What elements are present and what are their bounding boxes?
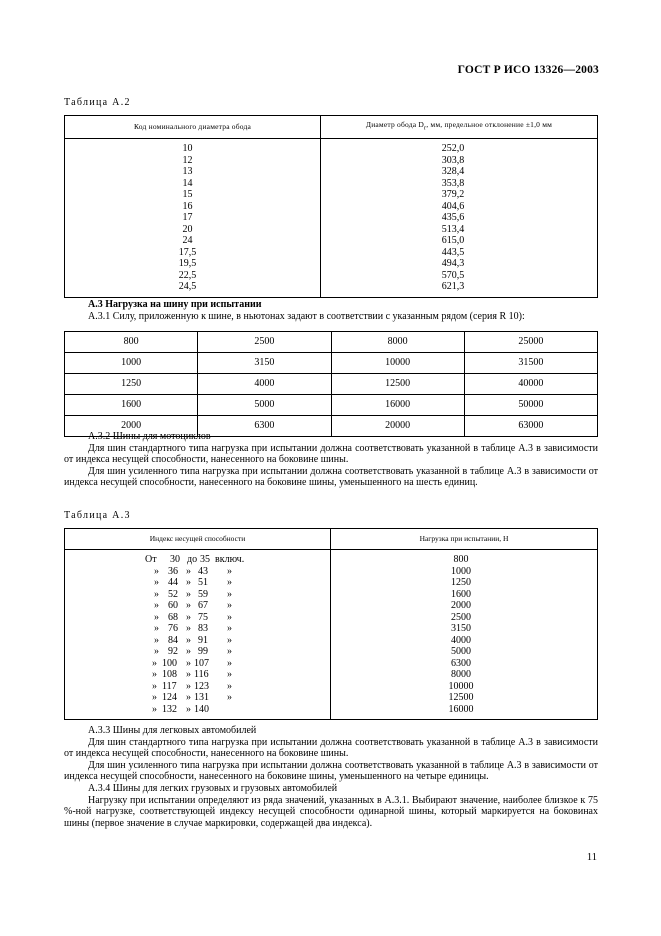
page-number: 11 — [586, 852, 597, 863]
load-index-part: » — [227, 692, 232, 703]
table-a3-col1-header: Индекс несущей способности — [65, 529, 331, 550]
series-cell: 6300 — [198, 416, 331, 437]
load-index-part: » — [154, 565, 159, 577]
rim-code-cell: 12 — [182, 154, 193, 166]
load-index-part: » — [186, 657, 191, 669]
load-index-row — [65, 554, 330, 566]
load-index-part: 76 — [168, 623, 178, 634]
rim-code-cell: 16 — [182, 200, 193, 212]
rim-diameter-column — [321, 139, 598, 298]
test-load-cell: 8000 — [451, 669, 471, 680]
test-load-cell: 12500 — [448, 692, 474, 703]
rim-code-cell: 10 — [182, 143, 193, 154]
load-index-row — [65, 612, 330, 624]
test-load-cell: 3150 — [451, 623, 471, 634]
load-index-row — [65, 658, 330, 670]
load-index-part: 132 — [162, 703, 177, 715]
load-index-row — [65, 577, 330, 589]
series-cell: 2000 — [65, 416, 198, 437]
test-load-column — [331, 550, 598, 720]
series-cell: 31500 — [464, 353, 597, 374]
rim-code-cell: 24,5 — [178, 281, 197, 292]
load-index-part: 117 — [162, 680, 177, 692]
test-load-cell: 1250 — [451, 577, 471, 588]
load-index-part: » — [186, 646, 191, 657]
load-index-part: » — [186, 669, 191, 680]
series-cell: 3150 — [198, 353, 331, 374]
load-index-part: 51 — [198, 577, 208, 588]
series-row — [65, 332, 598, 353]
series-cell: 16000 — [331, 395, 464, 416]
table-a3-caption: Таблица А.3 — [64, 510, 131, 521]
series-row — [65, 374, 598, 395]
test-load-cell: 1000 — [451, 565, 471, 577]
load-index-part: » — [186, 634, 191, 646]
load-index-part: » — [154, 611, 159, 623]
load-index-part: » — [186, 588, 191, 600]
load-index-part: 108 — [162, 669, 177, 680]
table-a2 — [64, 115, 598, 298]
load-index-part: 123 — [194, 680, 209, 692]
load-index-part: » — [227, 634, 232, 646]
load-index-part: 116 — [194, 669, 209, 680]
test-load-cell: 10000 — [448, 680, 474, 692]
series-cell: 1250 — [65, 374, 198, 395]
load-index-row — [65, 704, 330, 716]
load-index-part: 100 — [162, 657, 177, 669]
section-a33-p2: Для шин усиленного типа нагрузка при испытании должна соответствовать указанной в таблице А.3 в зависимости от индекса несущей способности, нанесенного на боковине шины, уменьшенного на четыре единицы. — [64, 759, 598, 783]
load-index-part: 107 — [194, 657, 209, 669]
rim-diameter-cell: 353,8 — [441, 177, 465, 189]
section-a34-title: А.3.4 Шины для легких грузовых и грузовых автомобилей — [88, 782, 338, 794]
rim-diameter-cell: 379,2 — [441, 189, 465, 200]
rim-diameter-cell: 443,5 — [441, 246, 465, 258]
load-index-part: » — [227, 669, 232, 680]
load-index-part: 43 — [198, 565, 208, 577]
load-index-part: » — [154, 646, 159, 657]
rim-code-cell: 24 — [182, 235, 193, 246]
test-load-cell: 4000 — [451, 634, 471, 646]
rim-code-cell: 14 — [182, 177, 193, 189]
load-index-part: » — [186, 692, 191, 703]
section-a31-text: А.3.1 Силу, приложенную к шине, в ньютонах задают в соответствии с указанным рядом (серия R 10): — [88, 310, 525, 322]
section-a33-title: А.3.3 Шины для легковых автомобилей — [88, 725, 257, 736]
document-code: ГОСТ Р ИСО 13326—2003 — [457, 64, 599, 76]
series-cell: 10000 — [331, 353, 464, 374]
load-index-part: » — [227, 657, 232, 669]
load-index-part: » — [227, 600, 232, 611]
load-index-part: » — [154, 600, 159, 611]
test-load-cell: 1600 — [451, 588, 471, 600]
series-cell: 1000 — [65, 353, 198, 374]
load-index-row — [65, 635, 330, 647]
load-index-part: » — [152, 692, 157, 703]
rim-diameter-cell: 328,4 — [441, 166, 465, 177]
load-index-part: 75 — [198, 611, 208, 623]
series-row — [65, 353, 598, 374]
rim-diameter-cell: 615,0 — [441, 235, 465, 246]
series-cell: 25000 — [464, 332, 597, 353]
rim-code-cell: 17 — [182, 212, 193, 223]
series-cell: 50000 — [464, 395, 597, 416]
series-cell: 12500 — [331, 374, 464, 395]
load-index-part: » — [227, 623, 232, 634]
load-index-part: » — [152, 680, 157, 692]
rim-code-cell: 17,5 — [178, 246, 197, 258]
series-cell: 40000 — [464, 374, 597, 395]
load-index-row — [65, 623, 330, 635]
rim-diameter-cell: 494,3 — [441, 258, 465, 269]
load-index-part: » — [152, 657, 157, 669]
test-load-cell: 16000 — [448, 703, 474, 715]
rim-diameter-cell: 621,3 — [441, 281, 465, 292]
rim-code-cell: 22,5 — [178, 269, 197, 281]
load-index-part: » — [152, 669, 157, 680]
series-cell: 20000 — [331, 416, 464, 437]
load-index-part: 36 — [168, 565, 178, 577]
test-load-cell: 5000 — [451, 646, 471, 657]
load-index-part: 99 — [198, 646, 208, 657]
series-cell: 63000 — [464, 416, 597, 437]
load-index-row — [65, 566, 330, 578]
load-index-part: » — [186, 600, 191, 611]
load-index-part: » — [227, 588, 232, 600]
load-index-part: » — [154, 588, 159, 600]
load-index-part: 30 — [170, 554, 180, 565]
load-index-part: » — [227, 611, 232, 623]
test-load-cell: 800 — [453, 554, 469, 565]
load-index-part: 131 — [194, 692, 209, 703]
load-index-row — [65, 669, 330, 681]
test-load-cell: 6300 — [451, 657, 471, 669]
rim-code-cell: 20 — [182, 223, 193, 235]
rim-code-cell: 13 — [182, 166, 193, 177]
load-index-part: » — [154, 623, 159, 634]
series-cell: 4000 — [198, 374, 331, 395]
load-index-part: 60 — [168, 600, 178, 611]
load-index-part: 84 — [168, 634, 178, 646]
rim-code-cell: 15 — [182, 189, 193, 200]
load-index-part: » — [186, 703, 191, 715]
load-index-part: » — [186, 565, 191, 577]
load-index-part: 68 — [168, 611, 178, 623]
load-index-row — [65, 589, 330, 601]
load-index-part: » — [227, 680, 232, 692]
load-index-part: 92 — [168, 646, 178, 657]
section-a33-p1: Для шин стандартного типа нагрузка при испытании должна соответствовать указанной в таблице А.3 в зависимости от индекса несущей способности, нанесенного на боковине шины. — [64, 736, 598, 760]
section-a32-p1: Для шин стандартного типа нагрузка при испытании должна соответствовать указанной в таблице А.3 в зависимости от индекса несущей способности, нанесенного на боковине шины. — [64, 442, 598, 466]
table-a2-caption: Таблица А.2 — [64, 97, 131, 108]
load-index-part: » — [152, 703, 157, 715]
rim-diameter-cell: 435,6 — [441, 212, 465, 223]
table-a3-col2-header: Нагрузка при испытании, Н — [331, 529, 598, 550]
section-a34-p1: Нагрузку при испытании определяют из ряда значений, указанных в А.3.1. Выбирают значение, наиболее близкое к 75 %-ной нагрузке, соответствующей индексу несущей способности одинарной шины, который маркируется на боковинах шины (первое значение в случае маркировки, содержащей два индекса). — [64, 794, 598, 829]
load-index-row — [65, 646, 330, 658]
load-index-part: » — [154, 577, 159, 588]
table-a3 — [64, 528, 598, 720]
load-index-part: 140 — [194, 703, 209, 715]
rim-diameter-cell: 404,6 — [441, 200, 465, 212]
load-index-part: 44 — [168, 577, 178, 588]
series-cell: 1600 — [65, 395, 198, 416]
table-a2-col2-header: Диаметр обода $D_r$, мм, предельное отклонение ±1,0 мм — [321, 116, 598, 139]
load-index-part: 124 — [162, 692, 177, 703]
load-index-part: 35 — [200, 554, 210, 565]
load-index-part: 91 — [198, 634, 208, 646]
table-a2-col1-header: Код номинального диаметра обода — [65, 116, 321, 139]
test-load-cell: 2000 — [451, 600, 471, 611]
rim-code-cell: 19,5 — [178, 258, 197, 269]
section-a3-title: А.3 Нагрузка на шину при испытании — [88, 299, 262, 310]
section-a3 — [64, 299, 598, 322]
rim-code-column — [65, 139, 321, 298]
section-a32-title: А.3.2 Шины для мотоциклов — [88, 431, 211, 442]
rim-diameter-cell: 570,5 — [441, 269, 465, 281]
series-cell: 8000 — [331, 332, 464, 353]
load-index-part: » — [227, 646, 232, 657]
load-index-part: » — [186, 680, 191, 692]
load-index-part: 83 — [198, 623, 208, 634]
load-index-part: до — [187, 554, 198, 565]
load-index-row — [65, 681, 330, 693]
load-index-part: » — [154, 634, 159, 646]
rim-diameter-cell: 513,4 — [441, 223, 465, 235]
load-index-row — [65, 600, 330, 612]
section-a32-p2: Для шин усиленного типа нагрузка при испытании должна соответствовать указанной в таблице А.3 в зависимости от индекса несущей способности, нанесенного на боковине шины, уменьшенного на шесть единиц. — [64, 465, 598, 489]
load-index-part: включ. — [215, 554, 245, 565]
rim-diameter-cell: 252,0 — [441, 143, 465, 154]
load-index-part: От — [145, 554, 157, 565]
load-index-part: » — [186, 611, 191, 623]
load-index-column — [65, 550, 331, 720]
load-index-row — [65, 692, 330, 704]
series-cell: 5000 — [198, 395, 331, 416]
test-load-cell: 2500 — [451, 611, 471, 623]
load-index-part: 67 — [198, 600, 208, 611]
section-a33 — [64, 725, 598, 829]
load-index-part: » — [186, 577, 191, 588]
load-index-part: » — [186, 623, 191, 634]
load-index-part: » — [227, 577, 232, 588]
load-index-part: » — [227, 565, 232, 577]
series-cell: 800 — [65, 332, 198, 353]
series-cell: 2500 — [198, 332, 331, 353]
rim-diameter-cell: 303,8 — [441, 154, 465, 166]
section-a32 — [64, 431, 598, 489]
series-row — [65, 395, 598, 416]
load-series-table — [64, 331, 598, 437]
load-index-part: 52 — [168, 588, 178, 600]
load-index-part: 59 — [198, 588, 208, 600]
